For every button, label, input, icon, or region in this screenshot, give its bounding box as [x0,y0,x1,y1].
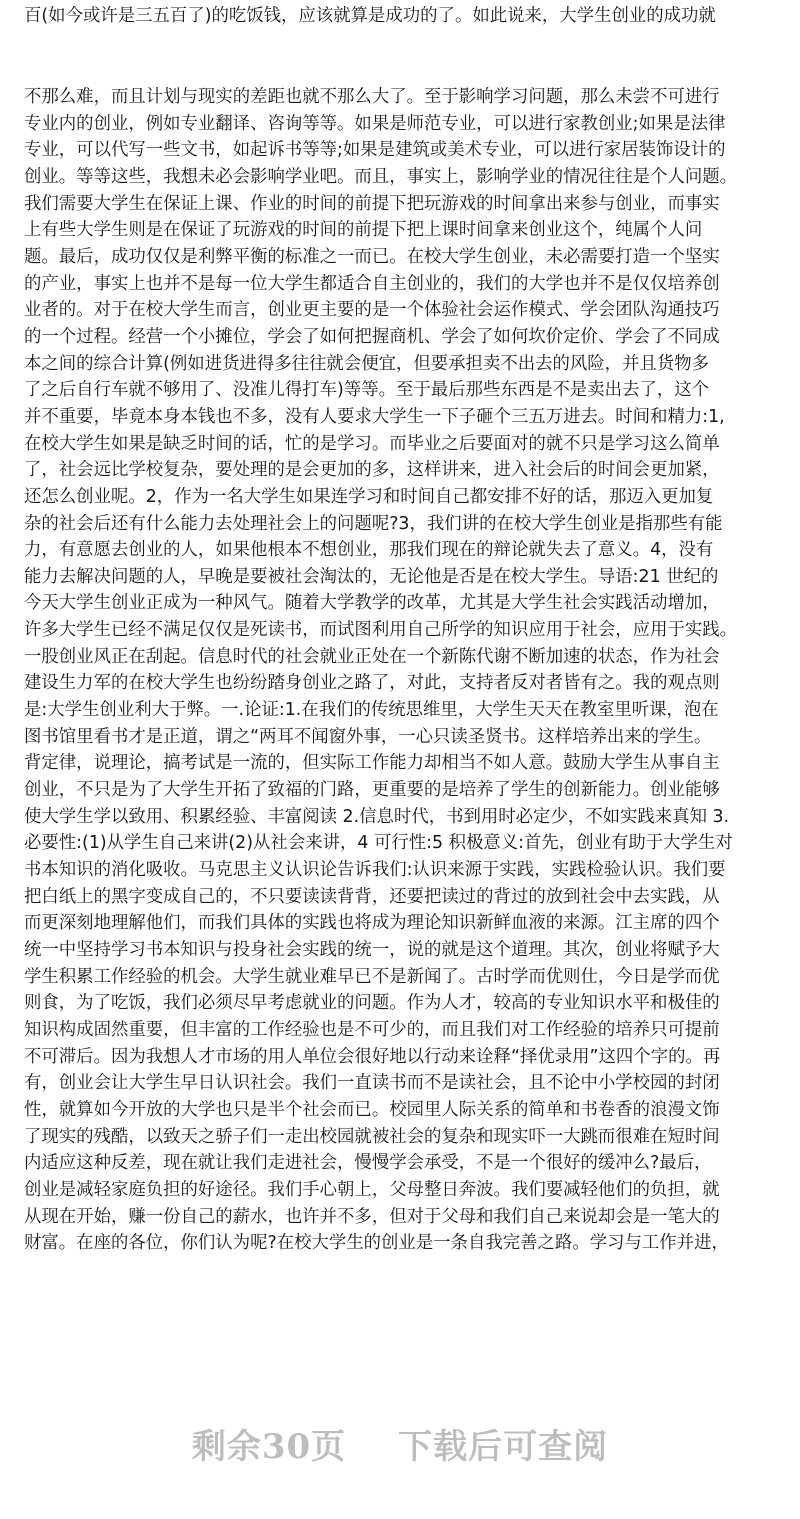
body-text-line: 不那么难，而且计划与现实的差距也就不那么大了。至于影响学习问题，那么未尝不可进行 [24,87,720,107]
body-text-line: 我们需要大学生在保证上课、作业的时间的前提下把玩游戏的时间拿出来参与创业，而事实 [24,193,720,214]
body-text-line: 力，有意愿去创业的人，如果他根本不想创业，那我们现在的辩论就失去了意义。4，没有 [24,540,714,561]
body-text-line: 性，就算如今开放的大学也只是半个社会而已。校园里人际关系的简单和书卷香的浪漫文饰 [24,1099,720,1120]
body-text-line: 专业，可以代写一些文书，如起诉书等等;如果是建筑或美术专业，可以进行家居装饰设计的 [24,140,726,161]
body-text-line: 使大学生学以致用、积累经验、丰富阅读 2.信息时代，书到用时必定少，不如实践来真知 3. [24,806,730,827]
body-text-line: 从现在开始，赚一份自己的薪水，也许并不多，但对于父母和我们自己来说却会是一笔大的 [24,1206,720,1227]
body-text-line: 专业内的创业，例如专业翻译、咨询等等。如果是师范专业，可以进行家教创业;如果是法律 [24,113,726,134]
body-text-line: 一股创业风正在刮起。信息时代的社会就业正处在一个新陈代谢不断加速的状态，作为社会 [24,646,720,667]
body-text-line: 本之间的综合计算(例如进货进得多往往就会便宜，但要承担卖不出去的风险，并且货物多 [24,353,710,374]
body-text-line: 了现实的残酷，以致天之骄子们一走出校园就被社会的复杂和现实吓一大跳而很难在短时间 [24,1126,720,1147]
download-to-view-label: 下载后可查阅 [398,1426,609,1467]
body-text-line: 图书馆里看书才是正道，谓之“两耳不闻窗外事，一心只读圣贤书。这样培养出来的学生。 [24,726,712,747]
body-text-line: 创业。等等这些，我想未必会影响学业吧。而且，事实上，影响学业的情况往往是个人问题。 [24,166,738,187]
body-text-line: 了之后自行车就不够用了、没准儿得打车)等等。至于最后那些东西是不是卖出去了，这个 [24,380,710,401]
document-body [24,84,780,1257]
body-text-line: 上有些大学生则是在保证了玩游戏的时间的前提下把上课时间拿来创业这个，纯属个人问 [24,220,703,241]
body-text-line: 题。最后，成功仅仅是利弊平衡的标准之一而已。在校大学生创业，未必需要打造一个坚实 [24,246,720,267]
body-text-line: 许多大学生已经不满足仅仅是死读书，而试图利用自己所学的知识应用于社会，应用于实践。 [24,620,738,641]
body-text-line: 业者的。对于在校大学生而言，创业更主要的是一个体验社会运作模式、学会团队沟通技巧 [24,300,720,321]
body-text-line: 今天大学生创业正成为一种风气。随着大学教学的改革，尤其是大学生社会实践活动增加， [24,593,720,614]
body-text-line: 财富。在座的各位，你们认为呢?在校大学生的创业是一条自我完善之路。学习与工作并进， [24,1233,729,1254]
body-text-line: 能力去解决问题的人，早晚是要被社会淘汰的，无论他是否是在校大学生。导语:21 世纪的 [24,566,719,587]
body-text-line: 学生积累工作经验的机会。大学生就业难早已不是新闻了。古时学而优则仕，今日是学而优 [24,966,720,987]
body-text-line: 有，创业会让大学生早日认识社会。我们一直读书而不是读社会，且不论中小学校园的封闭 [24,1073,720,1094]
body-text-line: 并不重要，毕竟本身本钱也不多，没有人要求大学生一下子砸个三五万进去。时间和精力:1, [24,406,725,427]
body-text-line: 知识构成固然重要，但丰富的工作经验也是不可少的，而且我们对工作经验的培养只可提前 [24,1019,720,1040]
body-text-line: 是:大学生创业利大于弊。一.论证:1.在我们的传统思维里，大学生天天在教室里听课，泡在 [24,700,719,721]
body-text-line: 必要性:(1)从学生自己来讲(2)从社会来讲，4 可行性:5 积极意义:首先，创业有助于大学生对 [24,833,733,854]
body-text-line: 还怎么创业呢。2，作为一名大学生如果连学习和时间自己都安排不好的话，那迈入更加复 [24,486,714,507]
remaining-pages-label: 剩余30页 [191,1426,347,1467]
body-text-line: 的产业，事实上也并不是每一位大学生都适合自主创业的，我们的大学也并不是仅仅培养创 [24,273,720,294]
body-text-line: 书本知识的消化吸收。马克思主义认识论告诉我们:认识来源于实践，实践检验认识。我们要 [24,860,726,881]
body-text-line: 内适应这种反差，现在就让我们走进社会，慢慢学会承受，不是一个很好的缓冲么?最后， [24,1153,712,1174]
body-text-line: 创业是减轻家庭负担的好途径。我们手心朝上，父母整日奔波。我们要减轻他们的负担，就 [24,1179,720,1200]
body-text-line: 不可滞后。因为我想人才市场的用人单位会很好地以行动来诠释“择优录用”这四个字的。再 [24,1046,721,1067]
body-text-line: 的一个过程。经营一个小摊位，学会了如何把握商机、学会了如何坎价定价、学会了不同成 [24,326,720,347]
body-text-line: 统一中坚持学习书本知识与投身社会实践的统一，说的就是这个道理。其次，创业将赋予大 [24,940,720,960]
body-text-line: 背定律，说理论，搞考试是一流的，但实际工作能力却相当不如人意。鼓励大学生从事自主 [24,753,720,774]
body-text-line: 杂的社会后还有什么能力去处理社会上的问题呢?3，我们讲的在校大学生创业是指那些有能 [24,513,723,534]
remaining-pages-banner[interactable] [0,1411,800,1475]
body-text-line: 而更深刻地理解他们，而我们具体的实践也将成为理论知识新鲜血液的来源。江主席的四个 [24,913,720,934]
body-text-line: 建设生力军的在校大学生也纷纷踏身创业之路了，对此，支持者反对者皆有之。我的观点则 [24,673,720,694]
body-text-line: 创业，不只是为了大学生开拓了致福的门路，更重要的是培养了学生的创新能力。创业能够 [24,780,720,801]
body-text-line: 了，社会远比学校复杂，要处理的是会更加的多，这样讲来，进入社会后的时间会更加紧， [24,460,720,481]
body-text-line: 在校大学生如果是缺乏时间的话，忙的是学习。而毕业之后要面对的就不只是学习这么简单 [24,433,720,454]
body-text-line: 把白纸上的黑字变成自己的，不只要读读背背，还要把读过的背过的放到社会中去实践，从 [24,886,720,907]
page-top-line: 百(如今或许是三五百了)的吃饭钱，应该就算是成功的了。如此说来，大学生创业的成功就 [24,6,716,26]
body-text-line: 则食，为了吃饭，我们必须尽早考虑就业的问题。作为人才，较高的专业知识水平和极佳的 [24,993,720,1014]
